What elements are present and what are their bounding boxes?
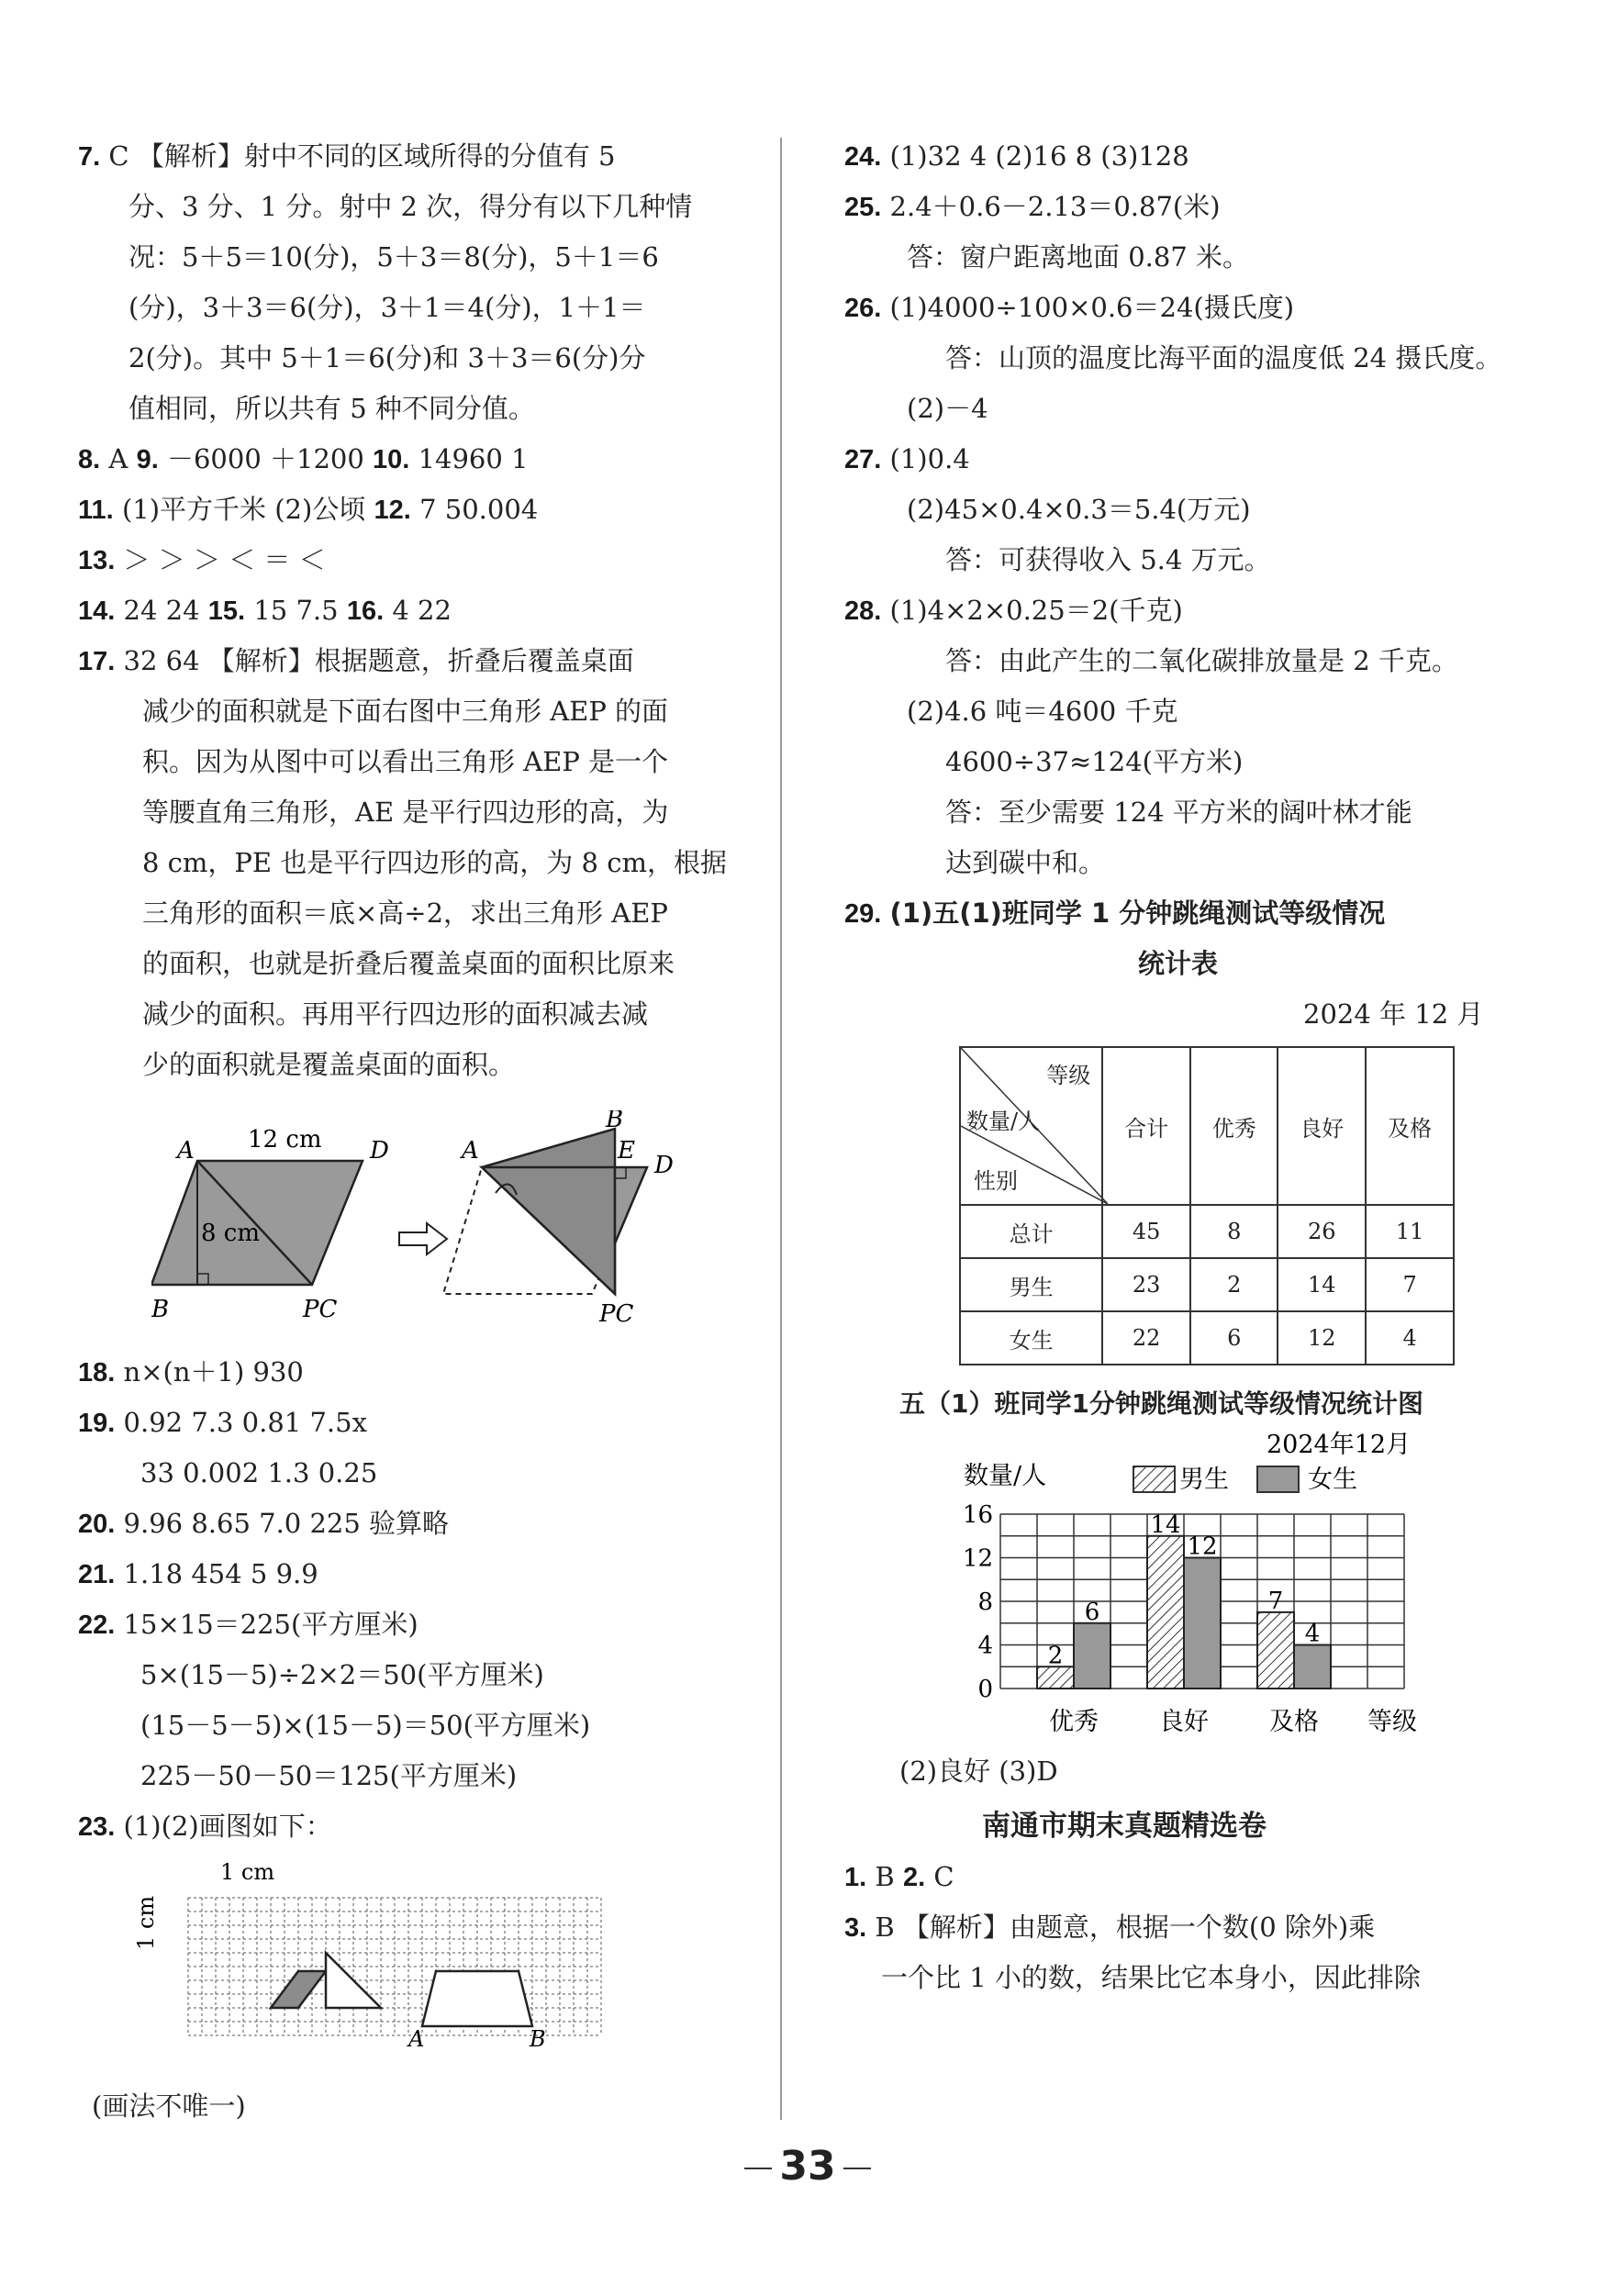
q13-line (78, 541, 326, 579)
col-header-excellent: 优秀 (1190, 1047, 1278, 1205)
question-number: 1. (844, 1863, 867, 1892)
question-number: 11. (78, 496, 114, 525)
table-cell: 14 (1278, 1258, 1366, 1311)
table-cell: 22 (1102, 1311, 1190, 1365)
q14-16-line (78, 592, 452, 630)
row-label: 男生 (960, 1258, 1102, 1311)
q17-line3: 积。因为从图中可以看出三角形 AEP 是一个 (142, 746, 669, 777)
qty-label: 数量/人 (966, 1109, 1041, 1134)
table-cell: 4 (1366, 1311, 1454, 1365)
row-label: 女生 (960, 1311, 1102, 1365)
height-label: 8 cm (201, 1220, 261, 1247)
answer: (1)32 4 (2)16 8 (3)128 (889, 140, 1189, 172)
q7-text: C 【解析】射中不同的区域所得的分值有 5 (108, 140, 616, 172)
q7-line4: (分)，3＋3＝6(分)，3＋1＝4(分)，1＋1＝ (128, 292, 646, 323)
chart-ticks (963, 1501, 993, 1702)
q7-line1 (78, 138, 615, 175)
chart-date: 2024年12月 (1267, 1431, 1412, 1459)
q22-line1 (78, 1606, 418, 1644)
answer: (1)4000÷100×0.6＝24(摄氏度) (889, 292, 1295, 323)
q17-line1 (78, 642, 634, 680)
q7-line6: 值相同，所以共有 5 种不同分值。 (128, 393, 535, 424)
answer: 14960 1 (418, 443, 529, 474)
table-row (960, 1258, 1454, 1311)
question-number: 7. (78, 142, 101, 172)
q17-line2: 减少的面积就是下面右图中三角形 AEP 的面 (142, 696, 669, 727)
answer: 1.18 454 5 9.9 (123, 1558, 318, 1589)
s3-line1 (844, 1909, 1375, 1946)
q19-line1 (78, 1404, 367, 1442)
y-tick-label: 8 (977, 1588, 993, 1616)
answer: (1)(2)画图如下： (123, 1811, 332, 1842)
question-number: 20. (78, 1510, 116, 1539)
gender-label: 性别 (974, 1168, 1018, 1194)
q26-line3: (2)－4 (907, 393, 988, 424)
q23-grid-figure (133, 1854, 757, 2046)
y-tick-label: 4 (977, 1632, 993, 1660)
label-d: D (370, 1137, 389, 1165)
q8-10-line (78, 440, 529, 478)
question-number: 26. (844, 294, 882, 323)
y-tick-label: 16 (962, 1501, 993, 1529)
y-tick-label: 0 (977, 1676, 993, 1702)
column-divider (780, 138, 782, 2120)
q29-after: (2)良好 (3)D (899, 1755, 1058, 1787)
answer: C (933, 1861, 954, 1892)
bar-value-label: 4 (1304, 1620, 1321, 1648)
question-number: 3. (844, 1913, 867, 1943)
x-axis-labels (936, 1702, 1450, 1748)
bar-value-label: 7 (1267, 1587, 1284, 1615)
bar-boys (1037, 1666, 1074, 1689)
col-header-good: 良好 (1278, 1047, 1366, 1205)
question-number: 14. (78, 596, 116, 626)
q7-line5: 2(分)。其中 5＋1＝6(分)和 3＋3＝6(分)分 (128, 342, 646, 373)
answer: －6000 ＋1200 (166, 443, 364, 474)
q18-line (78, 1354, 304, 1391)
answer: n×(n＋1) 930 (123, 1356, 304, 1388)
legend-swatch-girls (1257, 1466, 1299, 1492)
answer: 4 22 (392, 595, 452, 626)
q7-line3: 况：5＋5＝10(分)，5＋3＝8(分)，5＋1＝6 (128, 241, 659, 273)
grade-label: 等级 (1046, 1063, 1091, 1088)
label-b: B (530, 2026, 546, 2046)
col-header-pass: 及格 (1366, 1047, 1454, 1205)
drawn-parallelogram (271, 1971, 326, 2008)
q17-text: 32 64 【解析】根据题意，折叠后覆盖桌面 (123, 645, 634, 676)
question-number: 16. (346, 596, 385, 626)
q26-line1 (844, 289, 1294, 327)
x-tick-labels (1049, 1708, 1319, 1736)
chart-title: 五（1）班同学1分钟跳绳测试等级情况统计图 (899, 1388, 1423, 1419)
question-number: 13. (78, 546, 116, 575)
q29-title-line (844, 895, 1385, 932)
bar-chart (936, 1427, 1450, 1702)
bar-girls (1184, 1558, 1221, 1689)
col-header-total: 合计 (1102, 1047, 1190, 1205)
table-cell: 7 (1366, 1258, 1454, 1311)
label-b: B (606, 1110, 624, 1133)
q28-line2: 答：由此产生的二氧化碳排放量是 2 千克。 (945, 645, 1458, 676)
row-label: 总计 (960, 1205, 1102, 1258)
answer: A (108, 443, 128, 474)
x-tick-label: 及格 (1269, 1708, 1319, 1736)
q25-line1 (844, 188, 1221, 226)
q17-line7: 的面积，也就是折叠后覆盖桌面的面积比原来 (142, 948, 675, 979)
label-pc: PC (599, 1300, 634, 1328)
label-a: A (462, 1137, 479, 1165)
q28-line1 (844, 592, 1183, 630)
dashed-grid (188, 1898, 601, 2035)
bar-boys (1147, 1536, 1184, 1689)
question-number: 15. (207, 596, 246, 626)
q17-line6: 三角形的面积＝底×高÷2，求出三角形 AEP (142, 897, 668, 929)
q11-12-line (78, 491, 538, 529)
q28-line5: 答：至少需要 124 平方米的阔叶林才能 (945, 797, 1412, 828)
drawn-trapezoid (422, 1971, 532, 2026)
question-number: 29. (844, 899, 882, 929)
legend-label-boys: 男生 (1179, 1466, 1229, 1494)
question-number: 23. (78, 1812, 116, 1842)
q22-line3: (15－5－5)×(15－5)＝50(平方厘米) (140, 1710, 591, 1741)
question-number: 24. (844, 142, 882, 172)
q28-line6: 达到碳中和。 (945, 847, 1106, 878)
question-number: 25. (844, 193, 882, 222)
table-title-2: 统计表 (1138, 948, 1219, 979)
x-tick-label: 良好 (1159, 1708, 1209, 1736)
question-number: 12. (374, 496, 411, 525)
answer: 9.96 8.65 7.0 225 验算略 (123, 1508, 450, 1539)
q20-line (78, 1505, 449, 1543)
bar-value-label: 6 (1084, 1598, 1100, 1626)
label-d: D (654, 1152, 674, 1179)
q26-line2: 答：山顶的温度比海平面的温度低 24 摄氏度。 (945, 342, 1502, 373)
x-axis-label: 等级 (1367, 1708, 1417, 1736)
q28-line4: 4600÷37≈124(平方米) (945, 746, 1244, 777)
answer: B 【解析】由题意，根据一个数(0 除外)乘 (875, 1911, 1376, 1943)
q27-line1 (844, 440, 970, 478)
page-number: 33 (734, 2143, 881, 2190)
table-cell: 2 (1190, 1258, 1278, 1311)
transform-arrow-icon (399, 1223, 447, 1254)
question-number: 21. (78, 1560, 116, 1589)
y-axis-label: 数量/人 (964, 1462, 1047, 1490)
table-header-row (960, 1047, 1454, 1205)
y-tick-label: 12 (962, 1544, 993, 1573)
bar-value-label: 12 (1187, 1533, 1218, 1561)
answer: ＞ ＞ ＞ ＜ ＝ ＜ (123, 544, 326, 575)
unit-label-horizontal: 1 cm (220, 1859, 275, 1885)
question-number: 10. (373, 445, 410, 474)
question-number: 17. (78, 647, 116, 676)
table-row (960, 1205, 1454, 1258)
table-cell: 26 (1278, 1205, 1366, 1258)
q23-note: (画法不唯一) (92, 2090, 246, 2122)
question-number: 22. (78, 1611, 116, 1640)
answer: 15×15＝225(平方厘米) (123, 1609, 418, 1640)
label-a: A (408, 2026, 425, 2046)
table-cell: 45 (1102, 1205, 1190, 1258)
answer: 7 50.004 (419, 494, 539, 525)
label-b: B (151, 1296, 170, 1323)
q17-line4: 等腰直角三角形，AE 是平行四边形的高，为 (142, 797, 669, 828)
q22-line2: 5×(15－5)÷2×2＝50(平方厘米) (140, 1659, 544, 1690)
table-cell: 6 (1190, 1311, 1278, 1365)
table-cell: 23 (1102, 1258, 1190, 1311)
q17-line9: 少的面积就是覆盖桌面的面积。 (142, 1049, 516, 1080)
unit-label-vertical: 1 cm (133, 1895, 159, 1950)
answer: 2.4＋0.6－2.13＝0.87(米) (889, 191, 1221, 222)
answer: (1)平方千米 (2)公顷 (121, 494, 366, 525)
q25-line2: 答：窗户距离地面 0.87 米。 (907, 241, 1250, 273)
q27-line2: (2)45×0.4×0.3＝5.4(万元) (907, 494, 1251, 525)
diagonal-header-cell (960, 1047, 1102, 1205)
q17-line8: 减少的面积。再用平行四边形的面积减去减 (142, 998, 649, 1030)
bar-value-label: 14 (1150, 1510, 1181, 1539)
question-number: 2. (902, 1863, 926, 1892)
label-a: A (177, 1137, 195, 1165)
chart-bars (1037, 1511, 1331, 1689)
bar-value-label: 2 (1047, 1642, 1064, 1670)
bar-girls (1074, 1623, 1110, 1689)
table-title: (1)五(1)班同学 1 分钟跳绳测试等级情况 (889, 897, 1386, 929)
q21-line (78, 1555, 318, 1593)
table-cell: 8 (1190, 1205, 1278, 1258)
question-number: 9. (136, 445, 159, 474)
q7-line2: 分、3 分、1 分。射中 2 次，得分有以下几种情 (128, 191, 693, 222)
answer: 15 7.5 (253, 595, 339, 626)
q19-line2: 33 0.002 1.3 0.25 (140, 1457, 378, 1488)
table-cell: 11 (1366, 1205, 1454, 1258)
x-tick-label: 优秀 (1049, 1708, 1099, 1736)
legend-swatch-boys (1133, 1466, 1175, 1492)
section-title: 南通市期末真题精选卷 (982, 1810, 1267, 1843)
question-number: 19. (78, 1409, 116, 1438)
answer: B (875, 1861, 895, 1892)
question-number: 27. (844, 445, 882, 474)
stats-table (959, 1046, 1455, 1365)
question-number: 8. (78, 445, 101, 474)
q17-line5: 8 cm，PE 也是平行四边形的高，为 8 cm，根据 (142, 847, 727, 878)
answer: (1)4×2×0.25＝2(千克) (889, 595, 1183, 626)
question-number: 28. (844, 596, 882, 626)
bar-boys (1257, 1612, 1294, 1689)
s3-line2: 一个比 1 小的数，结果比它本身小，因此排除 (881, 1962, 1421, 1993)
q23-line (78, 1808, 332, 1845)
q28-line3: (2)4.6 吨＝4600 千克 (907, 696, 1178, 727)
answer: 24 24 (123, 595, 200, 626)
answer: (1)0.4 (889, 443, 970, 474)
s1-line (844, 1858, 954, 1896)
q27-line3: 答：可获得收入 5.4 万元。 (945, 544, 1271, 575)
q22-line4: 225－50－50＝125(平方厘米) (140, 1760, 518, 1791)
answer: 0.92 7.3 0.81 7.5x (123, 1407, 367, 1438)
legend-label-girls: 女生 (1308, 1466, 1357, 1494)
table-cell: 12 (1278, 1311, 1366, 1365)
length-label: 12 cm (248, 1126, 322, 1154)
label-e: E (618, 1137, 635, 1165)
question-number: 18. (78, 1358, 116, 1388)
table-date: 2024 年 12 月 (1303, 998, 1484, 1030)
bar-girls (1294, 1645, 1331, 1689)
q24-line (844, 138, 1189, 175)
label-pc: PC (303, 1296, 338, 1323)
table-row (960, 1311, 1454, 1365)
q17-fold-figure (151, 1110, 757, 1331)
